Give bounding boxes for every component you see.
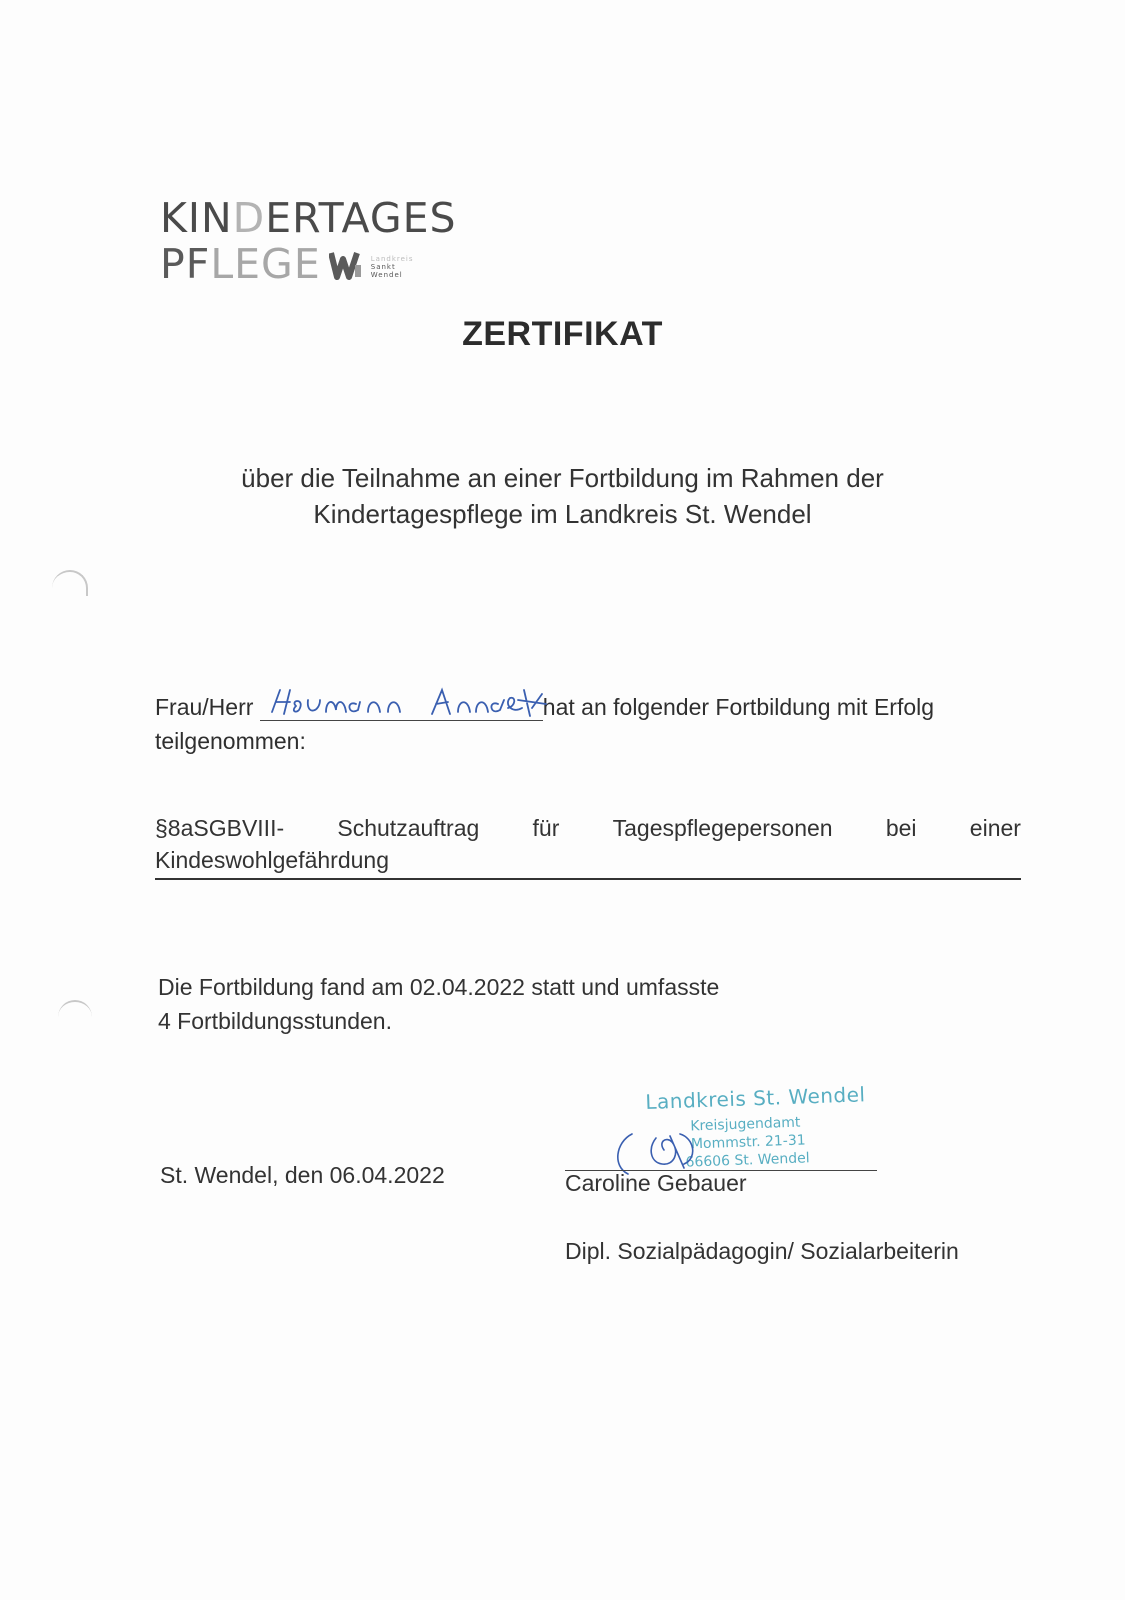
intro-text: [140, 460, 985, 532]
course-word: bei: [885, 815, 917, 841]
handwritten-name-signature: [260, 682, 550, 722]
logo-text: KIN: [160, 194, 233, 242]
logo-text: D: [232, 194, 266, 242]
course-word: §8aSGBVIII-: [155, 815, 285, 841]
course-line-2: Kindeswohlgefährdung: [155, 847, 390, 873]
scan-mark: [58, 1000, 92, 1020]
course-title: [155, 812, 1021, 880]
intro-line: über die Teilnahme an einer Fortbildung im Rahmen der: [241, 463, 884, 493]
participant-suffix: hat an folgender Fortbildung mit Erfolg: [542, 694, 935, 720]
participant-statement: [155, 690, 1017, 758]
scan-mark: [52, 570, 88, 596]
kindertagespflege-logo: [160, 195, 460, 287]
course-date-info: [158, 970, 719, 1038]
stamp-line: Landkreis St. Wendel: [645, 1082, 866, 1114]
intro-line: Kindertagespflege im Landkreis St. Wendel: [313, 499, 812, 529]
logo-sub-text: Landkreis: [370, 255, 414, 263]
participant-prefix: Frau/Herr: [155, 694, 254, 720]
signer-name: Caroline Gebauer: [565, 1170, 747, 1196]
logo-text: LEGE: [210, 240, 321, 288]
course-word: Tagespflegepersonen: [612, 815, 833, 841]
logo-line-2: [160, 241, 460, 287]
participant-name-field: [260, 690, 543, 721]
logo-sub-text: Sankt: [370, 263, 396, 271]
logo-subtitle: [371, 255, 414, 279]
date-info-line: 4 Fortbildungsstunden.: [158, 1008, 392, 1034]
course-line-1: [155, 812, 1021, 844]
stamp-line: Kreisjugendamt: [690, 1114, 801, 1135]
course-word: Schutzauftrag: [337, 815, 480, 841]
logo-text: ERTAGES: [265, 194, 457, 242]
certificate-title: ZERTIFIKAT: [462, 315, 663, 353]
date-info-line: Die Fortbildung fand am 02.04.2022 statt und umfasste: [158, 974, 720, 1000]
logo-sub-text: Wendel: [370, 271, 403, 279]
course-word: für: [532, 815, 560, 841]
stamp-line: 66606 St. Wendel: [685, 1150, 810, 1171]
signer-title: Dipl. Sozialpädagogin/ Sozialarbeiterin: [565, 1238, 959, 1264]
place-and-date: St. Wendel, den 06.04.2022: [160, 1162, 445, 1188]
logo-text: PF: [160, 240, 211, 288]
sankt-wendel-logo-icon: [329, 249, 363, 281]
stamp-line: Mommstr. 21-31: [690, 1132, 806, 1153]
course-word: einer: [969, 815, 1021, 841]
participant-line-2: teilgenommen:: [155, 728, 306, 754]
logo-line-1: [160, 195, 460, 241]
signature-block: [565, 1082, 1025, 1270]
